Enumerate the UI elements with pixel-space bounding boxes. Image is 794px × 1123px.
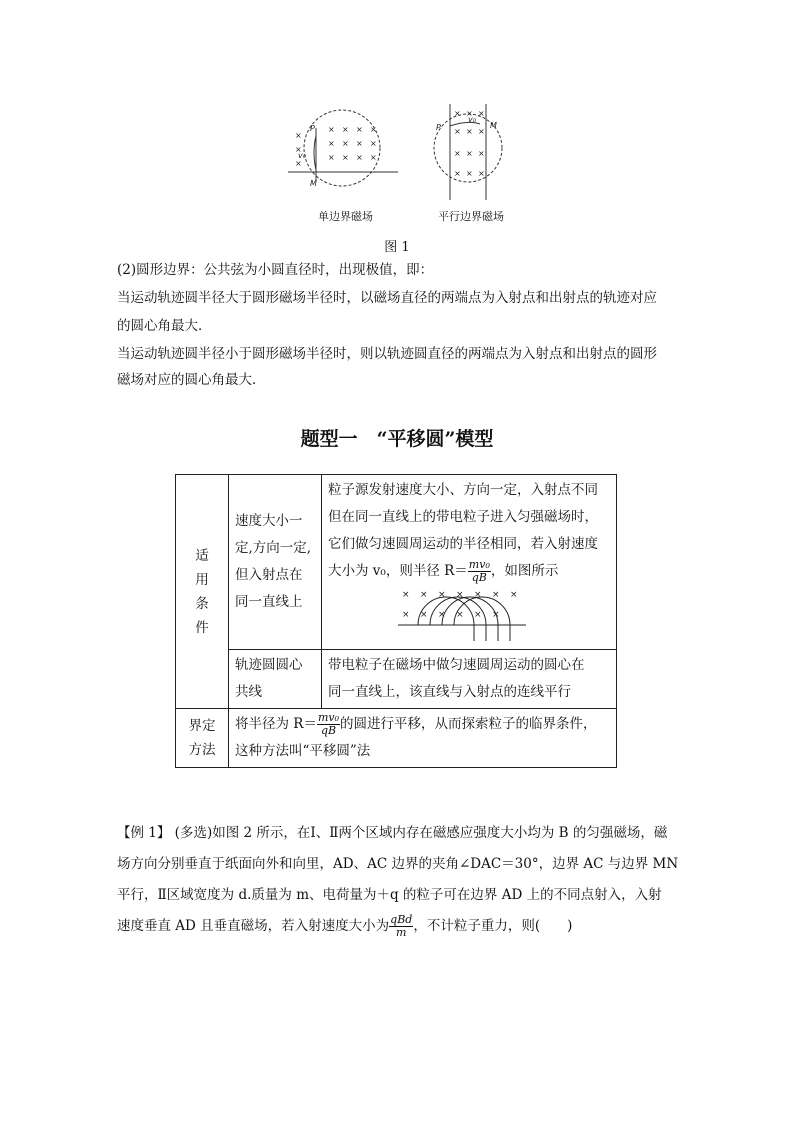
svg-text:×: × [356,139,363,148]
svg-text:P: P [310,124,315,133]
svg-text:×: × [478,169,485,178]
svg-text:×: × [402,610,410,620]
svg-text:×: × [466,149,473,158]
svg-text:×: × [454,169,461,178]
translation-circles-diagram [398,585,538,647]
svg-text:×: × [466,169,473,178]
svg-text:×: × [370,153,377,162]
svg-text:×: × [356,125,363,134]
svg-text:×: × [295,159,302,168]
single-boundary-diagram [288,110,398,188]
circular-boundary-title: (2)圆形边界：公共弦为小圆直径时，出现极值，即： [117,262,434,278]
condition2-text: 带电粒子在磁场中做匀速圆周运动的圆心在 同一直线上，该直线与入射点的连线平行 [322,650,617,709]
circular-line1b: 的圆心角最大． [117,318,212,334]
svg-text:×: × [454,149,461,158]
svg-text:×: × [295,145,302,154]
radius-formula: $\frac{\text{mv₀}}{qB}$ [468,558,490,584]
example-line2: 场方向分别垂直于纸面向外和向里，AD、AC 边界的夹角∠DAC＝30°，边界 AC 与边界 MN [117,856,679,872]
svg-text:M: M [490,121,497,130]
example-line4: 速度垂直 AD 且垂直磁场，若入射速度大小为 $\frac{\text{qBd}}{m}$ ，不计粒子重力，则( ) [117,913,573,939]
svg-text:×: × [466,127,473,136]
svg-text:×: × [402,590,410,600]
svg-text:×: × [370,139,377,148]
model-table [175,474,617,768]
svg-text:×: × [420,590,428,600]
svg-text:×: × [370,125,377,134]
condition1-text: 粒子源发射速度大小、方向一定，入射点不同 但在同一直线上的带电粒子进入匀强磁场时， 它们做匀速圆周运动的半径相同，若入射速度 大小为 v₀，则半径 R＝ $\frac{\text{mv₀}}{qB}$ ，如图所示 × × × × × × × × × × × × × [322,475,617,650]
svg-text:×: × [342,153,349,162]
svg-text:×: × [438,590,446,600]
svg-text:×: × [456,590,464,600]
svg-text:×: × [420,610,428,620]
example-line1: 【例 1】 (多选)如图 2 所示，在Ⅰ、Ⅱ两个区域内存在磁感应强度大小均为 B 的匀强磁场，磁 [117,825,668,841]
svg-text:×: × [478,109,485,118]
method-header: 界定 方法 [176,709,229,768]
right-caption: 平行边界磁场 [438,210,504,223]
applicable-conditions-header: 适 用 条 件 [176,475,229,709]
svg-text:v₀: v₀ [298,151,306,160]
svg-text:×: × [474,610,482,620]
svg-text:×: × [474,590,482,600]
figure-1 [280,100,520,220]
svg-text:×: × [492,590,500,600]
svg-text:×: × [342,139,349,148]
parallel-boundary-diagram [434,104,502,200]
svg-text:×: × [478,149,485,158]
svg-text:×: × [356,153,363,162]
svg-text:×: × [478,127,485,136]
example-1 [117,818,681,942]
svg-text:×: × [466,109,473,118]
method-text: 将半径为 R＝ $\frac{\text{mv₀}}{qB}$ 的圆进行平移，从而探索粒子的临界条件， 这种方法叫“平移圆”法 [229,709,617,768]
svg-text:×: × [295,131,302,140]
circular-line1a: 当运动轨迹圆半径大于圆形磁场半径时，以磁场直径的两端点为入射点和出射点的轨迹对应 [117,290,657,306]
circular-line2a: 当运动轨迹圆半径小于圆形磁场半径时，则以轨迹圆直径的两端点为入射点和出射点的圆形 [117,346,657,362]
svg-text:×: × [454,109,461,118]
circular-line2b: 磁场对应的圆心角最大． [117,372,266,388]
condition2-label: 轨迹圆圆心 共线 [229,650,322,709]
svg-text:×: × [328,153,335,162]
svg-text:v₀: v₀ [468,115,476,124]
figure-1-diagram [280,100,520,210]
velocity-formula: $\frac{\text{qBd}}{m}$ [390,913,413,939]
svg-text:×: × [454,127,461,136]
example-line3: 平行，Ⅱ区域宽度为 d.质量为 m、电荷量为＋q 的粒子可在边界 AD 上的不同点射入，入射 [117,887,662,903]
svg-text:M: M [310,179,317,188]
svg-text:×: × [328,125,335,134]
svg-text:×: × [342,125,349,134]
figure-number: 图 1 [384,240,410,255]
radius-formula-2: $\frac{\text{mv₀}}{qB}$ [317,711,340,737]
section-title: 题型一 “平移圆”模型 [300,428,494,450]
svg-text:×: × [492,610,500,620]
svg-text:×: × [328,139,335,148]
svg-text:P: P [436,123,441,132]
svg-text:×: × [510,590,518,600]
svg-text:×: × [438,610,446,620]
svg-text:×: × [456,610,464,620]
left-caption: 单边界磁场 [318,210,373,223]
condition1-label: 速度大小一 定,方向一定, 但入射点在 同一直线上 [229,475,322,650]
